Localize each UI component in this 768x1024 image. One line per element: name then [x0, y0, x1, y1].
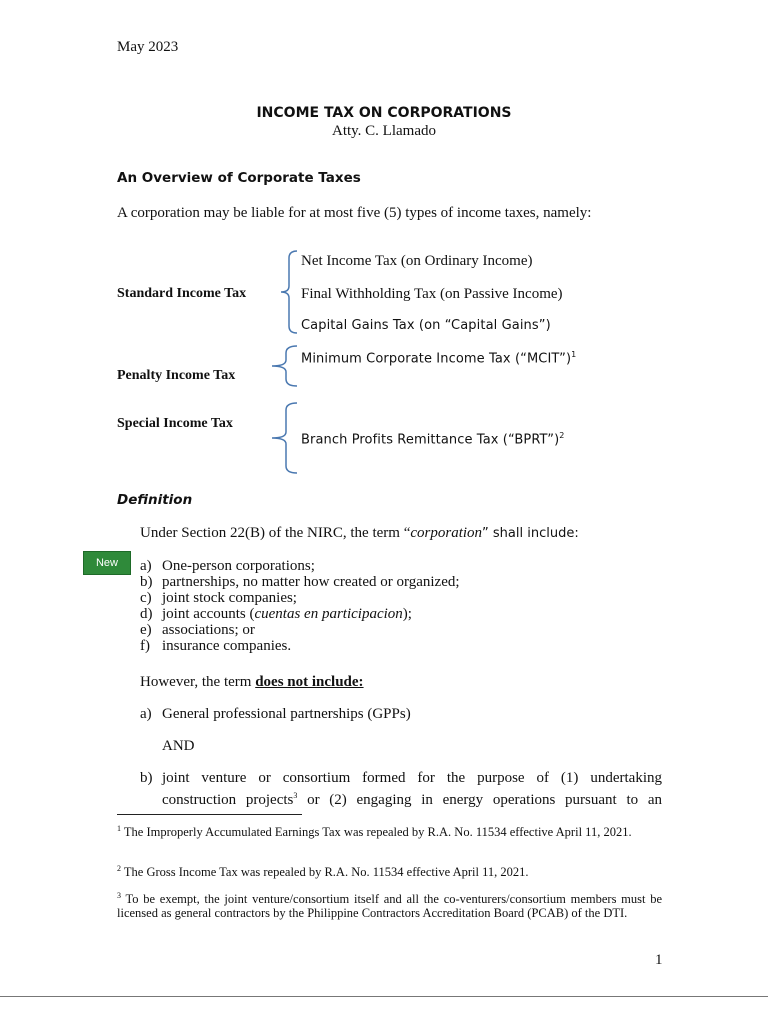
tax-item-bprt: Branch Profits Remittance Tax (“BPRT”)$^2$	[301, 431, 565, 448]
list-item: f) insurance companies.	[140, 638, 292, 654]
exclusion-gpp: a) General professional partnerships (GPPs)	[140, 706, 411, 722]
special-income-tax-label: Special Income Tax	[117, 416, 233, 431]
footnote-2: $^2$ The Gross Income Tax was repealed by R.A. No. 11534 effective April 11, 2021.	[117, 864, 529, 880]
tax-item-final-withholding: Final Withholding Tax (on Passive Income)	[301, 286, 563, 302]
page-bottom-divider	[0, 996, 768, 997]
tax-item-mcit: Minimum Corporate Income Tax (“MCIT”)$^1$	[301, 350, 577, 367]
standard-income-tax-label: Standard Income Tax	[117, 286, 247, 301]
special-brace-icon	[268, 402, 300, 474]
header-date: May 2023	[117, 39, 179, 55]
footnote-1: $^1$ The Improperly Accumulated Earnings Tax was repealed by R.A. No. 11534 effective April 11, 2021.	[117, 824, 632, 840]
footnote-ref-2[interactable]: 2	[559, 431, 565, 440]
list-item: b) partnerships, no matter how created or organized;	[140, 574, 460, 590]
tax-item-net-income: Net Income Tax (on Ordinary Income)	[301, 253, 533, 269]
penalty-brace-icon	[268, 345, 300, 387]
new-badge[interactable]: New	[83, 551, 131, 575]
however-line: However, the term does not include:	[140, 674, 364, 690]
footnote-ref-1[interactable]: 1	[571, 350, 577, 359]
overview-intro: A corporation may be liable for at most five (5) types of income taxes, namely:	[117, 205, 592, 221]
footnote-ref-3[interactable]: 3	[293, 791, 298, 800]
standard-brace-icon	[276, 250, 300, 334]
document-author: Atty. C. Llamado	[331, 123, 436, 139]
footnote-divider	[117, 814, 302, 815]
list-item: c) joint stock companies;	[140, 590, 297, 606]
list-item: a) One-person corporations;	[140, 558, 315, 574]
definition-heading: Definition	[117, 492, 193, 508]
list-item: d) joint accounts (cuentas en participacion);	[140, 606, 412, 622]
tax-item-capital-gains: Capital Gains Tax (on “Capital Gains”)	[301, 318, 551, 333]
footnote-3: $^3$ To be exempt, the joint venture/consortium itself and all the co-venturers/consortium members must be licensed as general contractors by the Philippine Contractors Accreditation Board (PCAB) of the DTI.	[117, 891, 662, 921]
penalty-income-tax-label: Penalty Income Tax	[117, 368, 236, 383]
exclusion-joint-venture: b) joint venture or consortium formed for the purpose of (1) undertaking construction projects$^3$ or (2) engaging in energy operations pursuant to an	[140, 770, 662, 808]
and-connector: AND	[162, 738, 195, 754]
definition-intro: Under Section 22(B) of the NIRC, the term “corporation” shall include:	[140, 525, 579, 541]
document-title: INCOME TAX ON CORPORATIONS	[256, 105, 512, 121]
overview-heading: An Overview of Corporate Taxes	[117, 170, 361, 186]
list-item: e) associations; or	[140, 622, 255, 638]
page-number: 1	[655, 952, 663, 968]
